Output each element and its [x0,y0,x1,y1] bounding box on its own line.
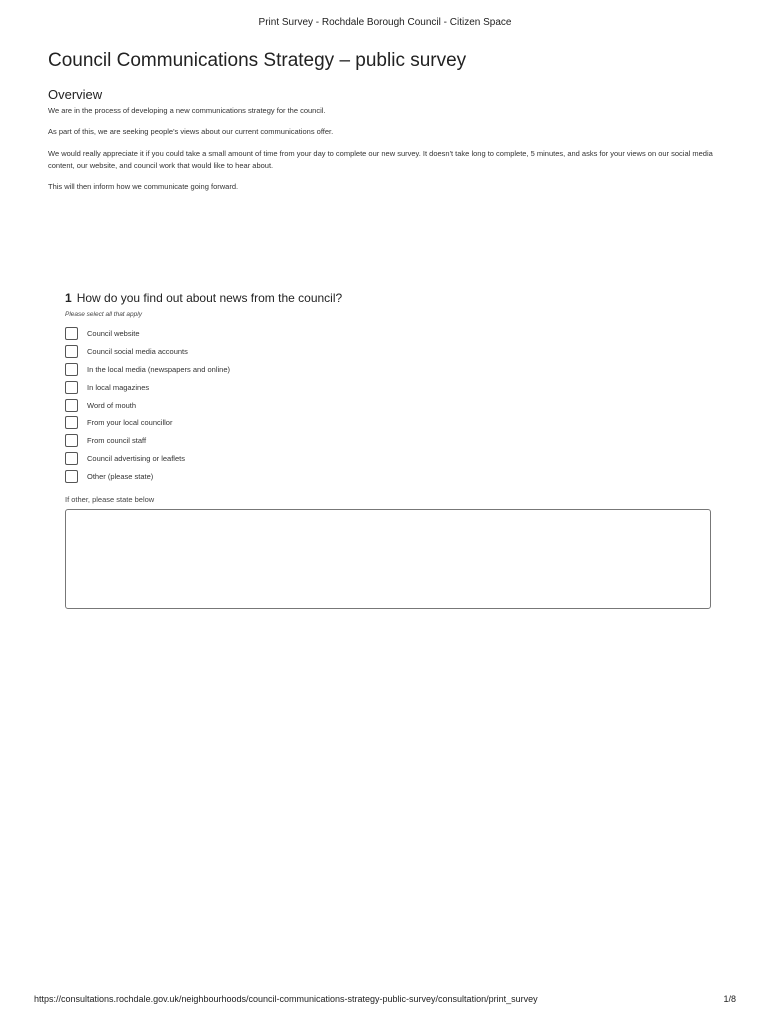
option-label: Word of mouth [87,400,137,410]
overview-heading: Overview [48,87,103,102]
option-council-website[interactable] [65,325,230,343]
option-label: From your local councillor [87,418,173,428]
checkbox[interactable] [65,470,78,483]
footer-url: https://consultations.rochdale.gov.uk/neighbourhoods/council-communications-strategy-public-survey/consultation/print_survey [34,994,538,1004]
print-header: Print Survey - Rochdale Borough Council - Citizen Space [258,17,512,28]
overview-paragraph: We would really appreciate it if you could take a small amount of time from your day to complete our new survey. It doesn't take long to complete, 5 minutes, and asks for your views on our social media content, our website, and council work that would like to hear about. [48,149,713,170]
checkbox[interactable] [65,327,78,340]
checkbox[interactable] [65,363,78,376]
option-label: In local magazines [87,382,150,392]
checkbox[interactable] [65,434,78,447]
checkbox[interactable] [65,399,78,412]
option-council-social-media[interactable] [65,343,230,361]
footer-page-number: 1/8 [723,994,736,1004]
option-council-advertising[interactable] [65,450,230,468]
checkbox[interactable] [65,345,78,358]
overview-paragraph: As part of this, we are seeking people's views about our current communications offer. [48,127,334,136]
option-other[interactable] [65,467,230,485]
page-title: Council Communications Strategy – public survey [48,50,467,71]
question-1-options [65,325,230,485]
other-textarea[interactable] [65,509,711,609]
question-text: How do you find out about news from the council? [76,291,343,305]
option-word-of-mouth[interactable] [65,396,230,414]
checkbox[interactable] [65,416,78,429]
checkbox[interactable] [65,452,78,465]
option-local-magazines[interactable] [65,378,230,396]
question-number: 1 [65,291,72,305]
overview-paragraph: This will then inform how we communicate going forward. [48,182,239,191]
option-label: Council advertising or leaflets [87,453,185,463]
overview-paragraph: We are in the process of developing a new communications strategy for the council. [48,106,326,115]
option-council-staff[interactable] [65,432,230,450]
question-1-heading [65,291,342,305]
option-local-councillor[interactable] [65,414,230,432]
option-label: Other (please state) [87,471,154,481]
other-field-label: If other, please state below [65,495,155,504]
checkbox[interactable] [65,381,78,394]
option-label: Council social media accounts [87,347,188,357]
option-label: In the local media (newspapers and online) [87,364,231,374]
option-label: From council staff [87,436,147,446]
question-hint: Please select all that apply [65,311,142,318]
option-local-media[interactable] [65,361,230,379]
option-label: Council website [87,329,140,339]
